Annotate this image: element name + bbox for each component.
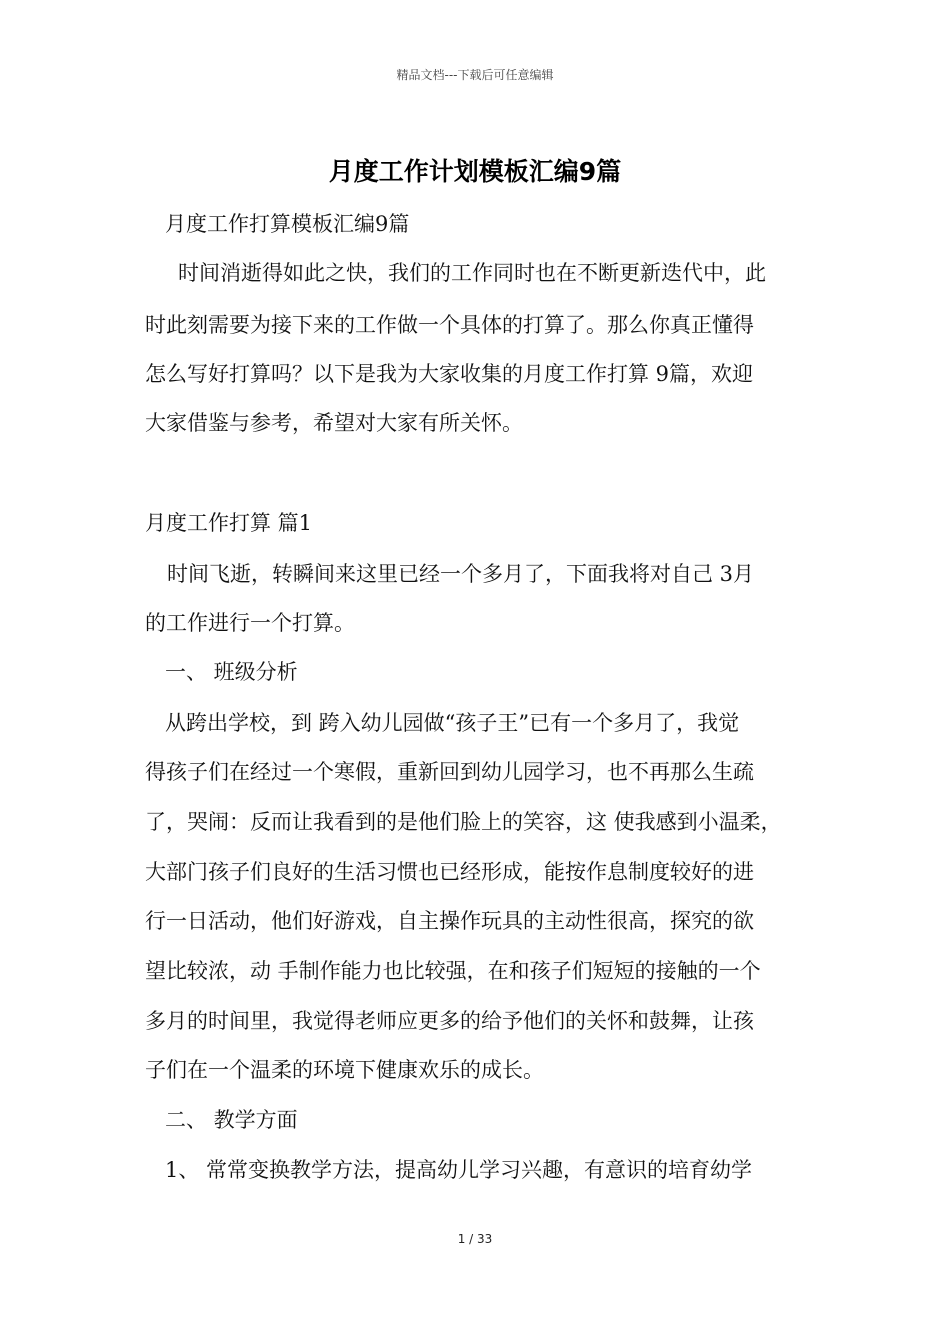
- subheading-class-analysis: 一、 班级分析: [165, 660, 298, 684]
- paragraph-line: 得孩子们在经过一个寒假，重新回到幼儿园学习，也不再那么生疏: [145, 760, 754, 784]
- paragraph-line: 子们在一个温柔的环境下健康欢乐的成长。: [145, 1058, 544, 1082]
- paragraph-line: 时间飞逝，转瞬间来这里已经一个多月了，下面我将对自己 3月: [167, 562, 755, 586]
- paragraph-line: 行一日活动，他们好游戏，自主操作玩具的主动性很高，探究的欲: [145, 909, 754, 933]
- paragraph-line: 的工作进行一个打算。: [145, 611, 355, 635]
- paragraph-line: 望比较浓，动 手制作能力也比较强，在和孩子们短短的接触的一个: [145, 959, 761, 983]
- section-heading: 月度工作打算 篇1: [145, 511, 313, 535]
- paragraph-line: 从跨出学校，到 跨入幼儿园做“孩子王”已有一个多月了，我觉: [165, 711, 740, 735]
- intro-line-1: 时间消逝得如此之快，我们的工作同时也在不断更新迭代中，此: [178, 261, 766, 285]
- list-item-1: 1、 常常变换教学方法，提高幼儿学习兴趣，有意识的培育幼学: [165, 1158, 753, 1182]
- subtitle-line: 月度工作打算模板汇编9篇: [165, 212, 410, 236]
- paragraph-line: 了，哭闹：反而让我看到的是他们脸上的笑容，这 使我感到小温柔，: [145, 810, 782, 834]
- header-note: 精品文档---下载后可任意编辑: [396, 68, 554, 82]
- paragraph-line: 多月的时间里，我觉得老师应更多的给予他们的关怀和鼓舞，让孩: [145, 1009, 754, 1033]
- page-number: 1 / 33: [457, 1232, 493, 1246]
- intro-line-2: 时此刻需要为接下来的工作做一个具体的打算了。那么你真正懂得: [145, 313, 754, 337]
- document-title: 月度工作计划模板汇编9篇: [328, 157, 622, 186]
- paragraph-line: 大部门孩子们良好的生活习惯也已经形成，能按作息制度较好的进: [145, 860, 754, 884]
- intro-line-3: 怎么写好打算吗？以下是我为大家收集的月度工作打算 9篇，欢迎: [145, 362, 754, 386]
- intro-line-4: 大家借鉴与参考，希望对大家有所关怀。: [145, 411, 523, 435]
- subheading-teaching: 二、 教学方面: [165, 1108, 298, 1132]
